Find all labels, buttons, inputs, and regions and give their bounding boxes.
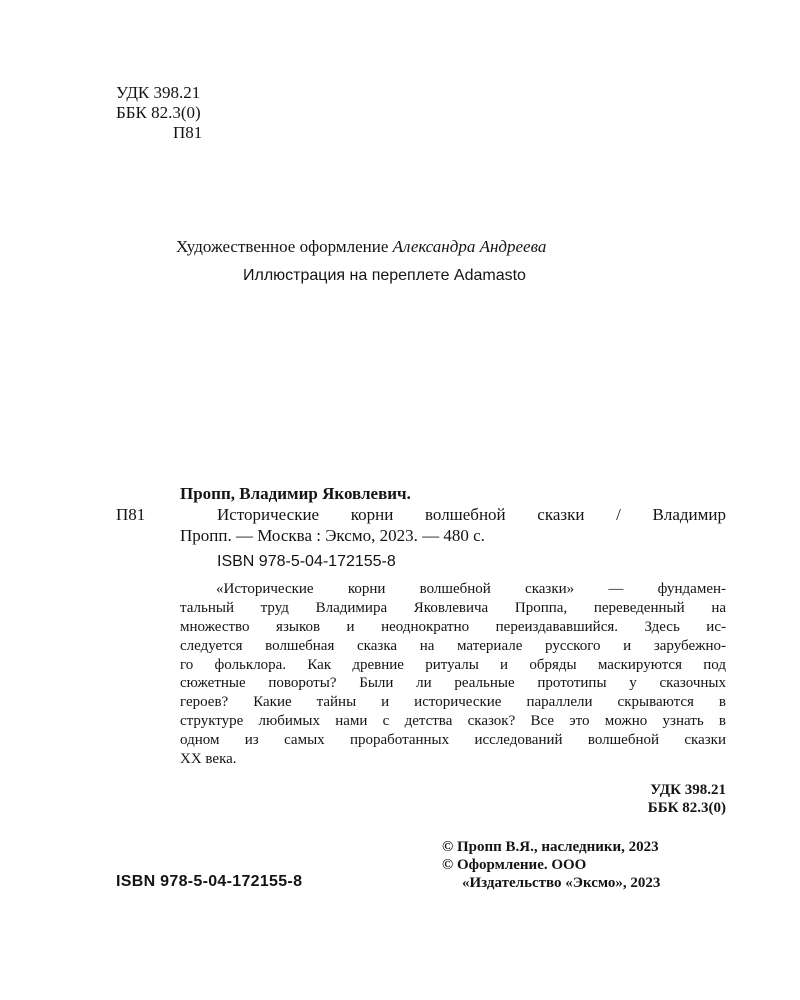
design-credit-prefix: Художественное оформление bbox=[176, 237, 389, 256]
annotation-line: следуется волшебная сказка на материале русского и зарубежно- bbox=[180, 637, 726, 654]
design-credit-name: Александра Андреева bbox=[392, 237, 547, 256]
annotation-line: XX века. bbox=[180, 751, 237, 768]
udk-code: УДК 398.21 bbox=[116, 83, 201, 102]
annotation-line: го фольклора. Как древние ритуалы и обряды маскируются под bbox=[180, 656, 726, 673]
annotation-line: одном из самых проработанных исследований волшебной сказки bbox=[180, 732, 726, 749]
copyright-line-2: © Оформление. ООО bbox=[442, 857, 587, 873]
copyright-line-3: «Издательство «Эксмо», 2023 bbox=[462, 875, 661, 891]
index-bbk: ББК 82.3(0) bbox=[647, 800, 726, 816]
record-author-heading: Пропп, Владимир Яковлевич. bbox=[180, 484, 411, 503]
annotation-line: структуре любимых нами с детства сказок? Все это можно узнать в bbox=[180, 713, 726, 730]
annotation-line: сюжетные повороты? Были ли реальные прототипы у сказочных bbox=[180, 675, 726, 692]
isbn-bottom: ISBN 978-5-04-172155-8 bbox=[116, 873, 303, 890]
author-mark: П81 bbox=[173, 123, 203, 142]
annotation-line: героев? Какие тайны и исторические параллели скрываются в bbox=[180, 694, 726, 711]
illustration-credit: Иллюстрация на переплете Adamasto bbox=[243, 267, 526, 284]
copyright-line-1: © Пропп В.Я., наследники, 2023 bbox=[442, 839, 659, 855]
bbk-code: ББК 82.3(0) bbox=[116, 103, 201, 122]
annotation-line: тальный труд Владимира Яковлевича Проппа, переведенный на bbox=[180, 599, 726, 616]
record-title-line-1: Исторические корни волшебной сказки / Владимир bbox=[217, 505, 726, 524]
design-credit bbox=[176, 237, 546, 257]
record-title-line-2: Пропп. — Москва : Эксмо, 2023. — 480 с. bbox=[180, 526, 485, 545]
record-isbn: ISBN 978-5-04-172155-8 bbox=[217, 553, 396, 570]
annotation bbox=[180, 580, 726, 769]
annotation-line: «Исторические корни волшебной сказки» — фундамен- bbox=[216, 581, 726, 597]
annotation-line: множество языков и неоднократно переиздававшийся. Здесь ис- bbox=[180, 618, 726, 635]
index-udk: УДК 398.21 bbox=[650, 782, 726, 798]
record-author-mark: П81 bbox=[116, 505, 146, 524]
